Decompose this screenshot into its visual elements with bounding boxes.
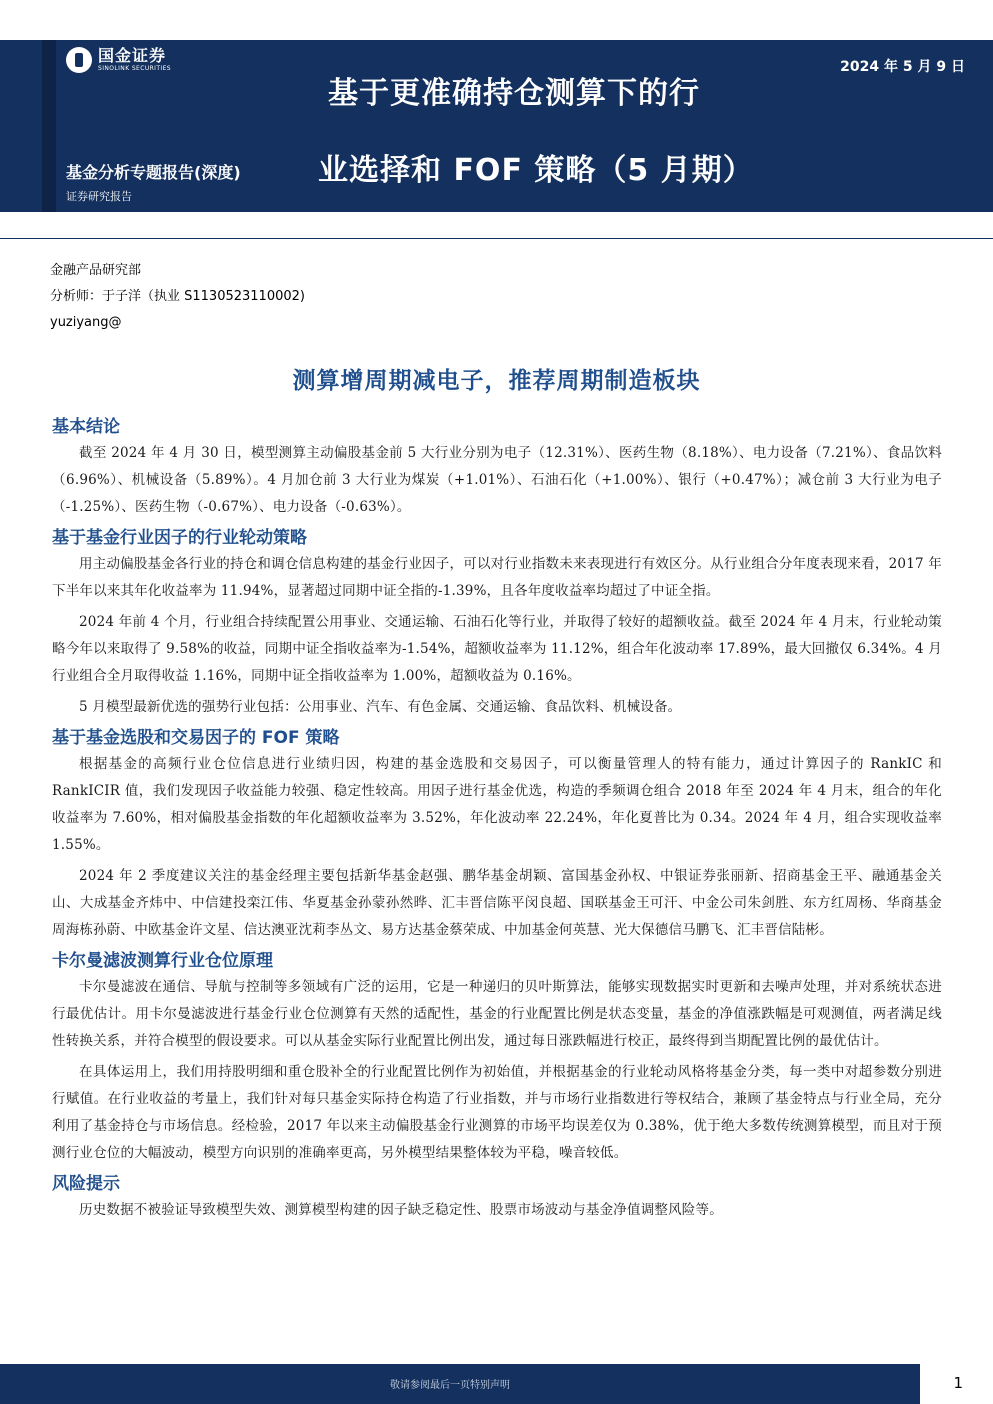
report-date: 2024 年 5 月 9 日: [840, 59, 965, 75]
paragraph: 用主动偏股基金各行业的持仓和调仓信息构建的基金行业因子，可以对行业指数未来表现进行有效区分。从行业组合分年度表现来看，2017 年下半年以来其年化收益率为 11.94%，显著超过同期中证全指的-1.39%，且各年度收益率均超过了中证全指。: [52, 556, 942, 599]
header-divider: [0, 238, 993, 239]
section-heading: 基于基金行业因子的行业轮动策略: [52, 528, 307, 548]
section-conclusion: [52, 414, 942, 521]
footer-disclaimer: 敬请参阅最后一页特别声明: [390, 1380, 510, 1391]
paragraph: 截至 2024 年 4 月 30 日，模型测算主动偏股基金前 5 大行业分别为电子（12.31%）、医药生物（8.18%）、电力设备（7.21%）、食品饮料（6.96%）、机械设备（5.89%）。4 月加仓前 3 大行业为煤炭（+1.01%）、石油石化（+1.00%）、银行（+0.47%）；减仓前 3 大行业为电子（-1.25%）、医药生物（-0.67%）、电力设备（-0.63%）。: [52, 445, 942, 515]
header-accent-bar: [42, 40, 56, 212]
paragraph: 2024 年 2 季度建议关注的基金经理主要包括新华基金赵强、鹏华基金胡颖、富国基金孙权、中银证券张丽新、招商基金王平、融通基金关山、大成基金齐炜中、中信建投栾江伟、华夏基金孙蒙孙然晔、汇丰晋信陈平闵良超、国联基金王可汗、中金公司朱剑胜、东方红周杨、华商基金周海栋孙蔚、中欧基金许文星、信达澳亚沈莉李丛文、易方达基金蔡荣成、中加基金何英慧、光大保德信马鹏飞、汇丰晋信陆彬。: [52, 868, 942, 938]
report-title-line2: 业选择和 FOF 策略（5 月期）: [318, 153, 754, 188]
section-kalman-filter: [52, 948, 942, 1167]
page-number: 1: [953, 1374, 963, 1392]
report-category: 证券研究报告: [66, 190, 132, 203]
paragraph: 历史数据不被验证导致模型失效、测算模型构建的因子缺乏稳定性、股票市场波动与基金净值调整风险等。: [79, 1202, 723, 1218]
section-industry-rotation: [52, 525, 942, 721]
analyst-email[interactable]: yuziyang@: [50, 315, 122, 330]
paragraph: 卡尔曼滤波在通信、导航与控制等多领域有广泛的运用，它是一种递归的贝叶斯算法，能够实现数据实时更新和去噪声处理，并对系统状态进行最优估计。用卡尔曼滤波进行基金行业仓位测算有天然的适配性，基金的行业配置比例是状态变量，基金的净值涨跌幅是可观测值，两者满足线性转换关系，并符合模型的假设要求。可以从基金实际行业配置比例出发，通过每日涨跌幅进行校正，最终得到当期配置比例的最优估计。: [52, 979, 942, 1049]
report-type: 基金分析专题报告(深度): [66, 163, 241, 182]
report-title-line1: 基于更准确持仓测算下的行: [328, 76, 700, 111]
paragraph: 在具体运用上，我们用持股明细和重仓股补全的行业配置比例作为初始值，并根据基金的行业轮动风格将基金分类，每一类中对超参数分别进行赋值。在行业收益的考量上，我们针对每只基金实际持仓构造了行业指数，并与市场行业指数进行等权结合，兼顾了基金特点与行业全局，充分利用了基金持仓与市场信息。经检验，2017 年以来主动偏股基金行业测算的市场平均误差仅为 0.38%，优于绝大多数传统测算模型，而且对于预测行业仓位的大幅波动，模型方向识别的准确率更高，另外模型结果整体较为平稳，噪音较低。: [52, 1064, 942, 1161]
department: 金融产品研究部: [50, 263, 142, 278]
analyst-info: [50, 258, 305, 336]
logo-mark-icon: [66, 47, 92, 73]
logo-text-en: SINOLINK SECURITIES: [98, 65, 171, 72]
analyst-name: 分析师：于子洋（执业 S1130523110002): [50, 289, 305, 304]
report-body: [52, 414, 942, 1228]
logo-text-cn: 国金证券: [98, 46, 167, 65]
section-heading: 基本结论: [52, 417, 120, 437]
company-logo: [66, 47, 171, 73]
section-heading: 风险提示: [52, 1174, 120, 1194]
section-fof-strategy: [52, 725, 942, 944]
section-heading: 卡尔曼滤波测算行业仓位原理: [52, 951, 273, 971]
report-headline: 测算增周期减电子，推荐周期制造板块: [292, 368, 701, 394]
paragraph: 5 月模型最新优选的强势行业包括：公用事业、汽车、有色金属、交通运输、食品饮料、机械设备。: [79, 699, 682, 715]
section-risk: [52, 1171, 942, 1224]
paragraph: 2024 年前 4 个月，行业组合持续配置公用事业、交通运输、石油石化等行业，并取得了较好的超额收益。截至 2024 年 4 月末，行业轮动策略今年以来取得了 9.58%的收益，同期中证全指收益率为-1.54%，超额收益率为 11.12%，组合年化波动率 17.89%，最大回撤仅 6.34%。4 月行业组合全月取得收益 1.16%，同期中证全指收益率为 1.00%，超额收益为 0.16%。: [52, 614, 942, 684]
paragraph: 根据基金的高频行业仓位信息进行业绩归因，构建的基金选股和交易因子，可以衡量管理人的特有能力，通过计算因子的 RankIC 和 RankICIR 值，我们发现因子收益能力较强、稳定性较高。用因子进行基金优选，构造的季频调仓组合 2018 年至 2024 年 4 月末，组合的年化收益率为 7.60%，相对偏股基金指数的年化超额收益率为 3.52%，年化波动率 22.24%，年化夏普比为 0.34。2024 年 4 月，组合实现收益率 1.55%。: [52, 756, 942, 853]
section-heading: 基于基金选股和交易因子的 FOF 策略: [52, 728, 340, 748]
